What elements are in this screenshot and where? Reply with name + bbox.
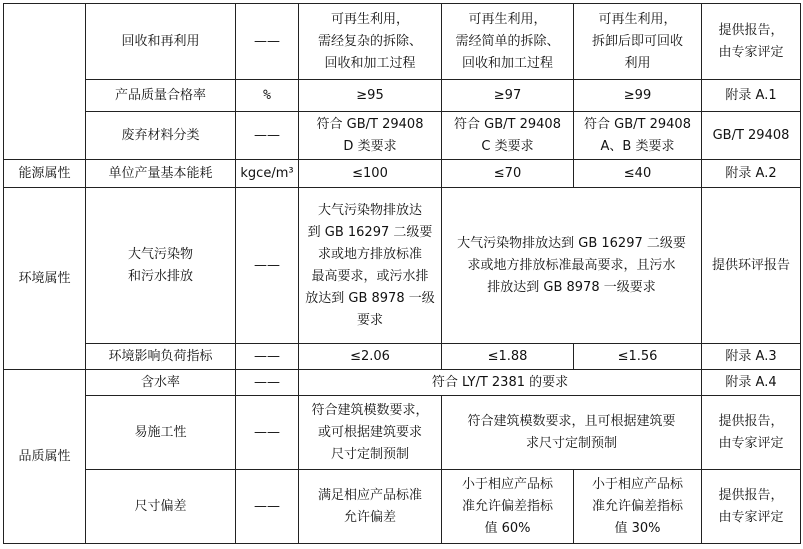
level1-cell: 符合 GB/T 29408 D 类要求 bbox=[299, 112, 442, 160]
indicator-cell: 环境影响负荷指标 bbox=[86, 344, 236, 370]
indicator-cell: 易施工性 bbox=[86, 396, 236, 470]
level3-cell: ≤1.56 bbox=[574, 344, 702, 370]
indicator-cell: 单位产量基本能耗 bbox=[86, 160, 236, 188]
indicator-cell: 含水率 bbox=[86, 370, 236, 396]
method-cell: 附录 A.4 bbox=[702, 370, 801, 396]
method-cell: 提供环评报告 bbox=[702, 188, 801, 344]
level2-cell: ≥97 bbox=[442, 80, 574, 112]
method-cell: 提供报告， 由专家评定 bbox=[702, 4, 801, 80]
level1-cell: 可再生利用， 需经复杂的拆除、 回收和加工过程 bbox=[299, 4, 442, 80]
indicator-cell: 产品质量合格率 bbox=[86, 80, 236, 112]
table-row bbox=[4, 80, 801, 112]
unit-cell: % bbox=[236, 80, 299, 112]
level2-cell: 符合 GB/T 29408 C 类要求 bbox=[442, 112, 574, 160]
method-cell: 提供报告， 由专家评定 bbox=[702, 470, 801, 544]
level1-cell: ≥95 bbox=[299, 80, 442, 112]
table-row bbox=[4, 160, 801, 188]
unit-cell: —— bbox=[236, 188, 299, 344]
table-row bbox=[4, 396, 801, 470]
table-row bbox=[4, 112, 801, 160]
unit-cell: —— bbox=[236, 370, 299, 396]
level1-cell: ≤100 bbox=[299, 160, 442, 188]
level2-cell: ≤1.88 bbox=[442, 344, 574, 370]
level1-cell: 大气污染物排放达 到 GB 16297 二级要 求或地方排放标准 最高要求，或污水排 放达到 GB 8978 一级 要求 bbox=[299, 188, 442, 344]
criteria-table bbox=[3, 3, 801, 544]
level2-cell: 可再生利用， 需经简单的拆除、 回收和加工过程 bbox=[442, 4, 574, 80]
table-row bbox=[4, 4, 801, 80]
level123-cell: 符合 LY/T 2381 的要求 bbox=[299, 370, 702, 396]
level2-cell: 小于相应产品标 准允许偏差指标 值 60% bbox=[442, 470, 574, 544]
indicator-cell: 尺寸偏差 bbox=[86, 470, 236, 544]
category-cell: 能源属性 bbox=[4, 160, 86, 188]
level3-cell: 可再生利用， 拆卸后即可回收 利用 bbox=[574, 4, 702, 80]
table-row bbox=[4, 344, 801, 370]
level3-cell: 符合 GB/T 29408 A、B 类要求 bbox=[574, 112, 702, 160]
unit-cell: —— bbox=[236, 396, 299, 470]
method-cell: GB/T 29408 bbox=[702, 112, 801, 160]
level1-cell: 符合建筑模数要求， 或可根据建筑要求 尺寸定制预制 bbox=[299, 396, 442, 470]
method-cell: 附录 A.2 bbox=[702, 160, 801, 188]
indicator-cell: 回收和再利用 bbox=[86, 4, 236, 80]
method-cell: 附录 A.3 bbox=[702, 344, 801, 370]
method-cell: 提供报告， 由专家评定 bbox=[702, 396, 801, 470]
unit-cell: —— bbox=[236, 4, 299, 80]
level2-cell: ≤70 bbox=[442, 160, 574, 188]
method-cell: 附录 A.1 bbox=[702, 80, 801, 112]
level23-cell: 符合建筑模数要求，且可根据建筑要 求尺寸定制预制 bbox=[442, 396, 702, 470]
unit-cell: —— bbox=[236, 344, 299, 370]
indicator-cell: 废弃材料分类 bbox=[86, 112, 236, 160]
table-row bbox=[4, 188, 801, 344]
indicator-cell: 大气污染物 和污水排放 bbox=[86, 188, 236, 344]
unit-cell: —— bbox=[236, 112, 299, 160]
category-cell-empty bbox=[4, 4, 86, 160]
level3-cell: 小于相应产品标 准允许偏差指标 值 30% bbox=[574, 470, 702, 544]
unit-cell: kgce/m³ bbox=[236, 160, 299, 188]
level3-cell: ≤40 bbox=[574, 160, 702, 188]
unit-cell: —— bbox=[236, 470, 299, 544]
level1-cell: 满足相应产品标准 允许偏差 bbox=[299, 470, 442, 544]
level23-cell: 大气污染物排放达到 GB 16297 二级要 求或地方排放标准最高要求，且污水 排放达到 GB 8978 一级要求 bbox=[442, 188, 702, 344]
category-cell: 品质属性 bbox=[4, 370, 86, 544]
level3-cell: ≥99 bbox=[574, 80, 702, 112]
category-cell: 环境属性 bbox=[4, 188, 86, 370]
table-row bbox=[4, 470, 801, 544]
level1-cell: ≤2.06 bbox=[299, 344, 442, 370]
table-row bbox=[4, 370, 801, 396]
